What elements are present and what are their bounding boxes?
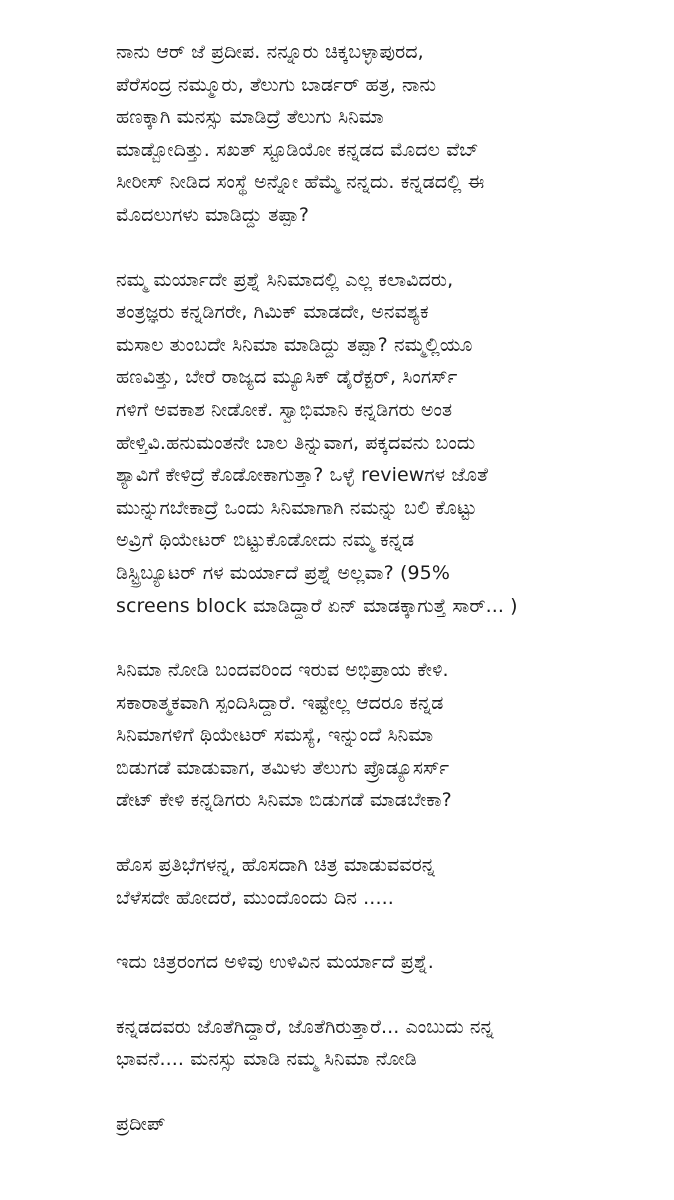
text-line: ಡೇಟ್ ಕೇಳಿ ಕನ್ನಡಿಗರು ಸಿನಿಮಾ ಬಿಡುಗಡೆ ಮಾಡಬೇಕಾ? (116, 789, 452, 812)
text-line: ಹಣವಿತ್ತು, ಬೇರೆ ರಾಜ್ಯದ ಮ್ಯೂಸಿಕ್ ಡೈರೆಕ್ಟರ್, ಸಿಂಗರ್ಸ್ (116, 366, 458, 389)
text-line: screens block ಮಾಡಿದ್ದಾರೆ ಏನ್ ಮಾಡಕ್ಕಾಗುತ್ತೆ ಸಾರ್... ) (116, 594, 518, 617)
text-line: ಸಿನಿಮಾ ನೋಡಿ ಬಂದವರಿಂದ ಇರುವ ಅಭಿಪ್ರಾಯ ಕೇಳಿ. (116, 659, 449, 682)
text-line: ಸಕಾರಾತ್ಮಕವಾಗಿ ಸ್ಪಂದಿಸಿದ್ದಾರೆ. ಇಷ್ಟೇಲ್ಲ ಆದರೂ ಕನ್ನಡ (116, 691, 444, 714)
text-line: ನಮ್ಮ ಮರ್ಯಾದೇ ಪ್ರಶ್ನೆ ಸಿನಿಮಾದಲ್ಲಿ ಎಲ್ಲ ಕಲಾವಿದರು, (116, 268, 454, 291)
text-line: ಹಣಕ್ಕಾಗಿ ಮನಸ್ಸು ಮಾಡಿದ್ರೆ ತೆಲುಗು ಸಿನಿಮಾ (116, 106, 384, 129)
text-line: ಹೇಳ್ತಿವಿ.ಹನುಮಂತನೇ ಬಾಲ ತಿನ್ನುವಾಗ, ಪಕ್ಕದವನು ಬಂದು (116, 431, 476, 454)
paragraph-audience (116, 654, 564, 817)
text-line: ಬೆಳೆಸದೇ ಹೋದರೆ, ಮುಂದೊಂದು ದಿನ ..... (116, 886, 394, 909)
text-line: ಅವ್ರಿಗೆ ಥಿಯೇಟರ್ ಬಿಟ್ಟುಕೊಡೋದು ನಮ್ಮ ಕನ್ನಡ (116, 529, 415, 552)
paragraph-intro (116, 36, 564, 232)
paragraph-appeal (116, 1011, 564, 1076)
paragraph-industry (116, 946, 564, 979)
text-line: ಡಿಸ್ಟ್ರಿಬ್ಯೂಟರ್ ಗಳ ಮರ್ಯಾದೆ ಪ್ರಶ್ನೆ ಅಲ್ಲವಾ? (95% (116, 561, 450, 584)
text-line: ಮುನ್ನುಗಬೇಕಾದ್ರೆ ಒಂದು ಸಿನಿಮಾಗಾಗಿ ನಮನ್ನು ಬಲಿ ಕೊಟ್ಟು (116, 496, 477, 519)
paragraph-new-talent (116, 849, 564, 914)
text-line: ಮಾಡ್ಬೋದಿತ್ತು. ಸಖತ್ ಸ್ಟೂಡಿಯೋ ಕನ್ನಡದ ಮೊದಲ ವೆಬ್ (116, 138, 479, 161)
text-line: ಬಿಡುಗಡೆ ಮಾಡುವಾಗ, ತಮಿಳು ತೆಲುಗು ಪ್ರೊಡ್ಯೂಸರ್ಸ್ (116, 756, 450, 779)
text-line: ಮಸಾಲ ತುಂಬದೇ ಸಿನಿಮಾ ಮಾಡಿದ್ದು ತಪ್ಪಾ? ನಮ್ಮಲ್ಲಿಯೂ (116, 333, 473, 356)
text-line: ಪೆರೆಸಂದ್ರ ನಮ್ಮೂರು, ತೆಲುಗು ಬಾರ್ಡರ್ ಹತ್ರ, ನಾನು (116, 73, 437, 96)
paragraph-pride (116, 264, 564, 623)
text-line: ತಂತ್ರಜ್ಞರು ಕನ್ನಡಿಗರೇ, ಗಿಮಿಕ್ ಮಾಡದೇ, ಅನವಶ್ಯಕ (116, 301, 429, 324)
text-line: ಸೀರೀಸ್ ನೀಡಿದ ಸಂಸ್ಥೆ ಅನ್ನೋ ಹೆಮ್ಮೆ ನನ್ನದು. ಕನ್ನಡದಲ್ಲಿ ಈ (116, 171, 485, 194)
signature (116, 1108, 564, 1141)
signature-name: ಪ್ರದೀಪ್ (116, 1113, 166, 1136)
text-line: ಕನ್ನಡದವರು ಜೊತೆಗಿದ್ದಾರೆ, ಜೊತೆಗಿರುತ್ತಾರೆ... ಎಂಬುದು ನನ್ನ (116, 1015, 494, 1038)
text-line: ಹೊಸ ಪ್ರತಿಭೆಗಳನ್ನ, ಹೊಸದಾಗಿ ಚಿತ್ರ ಮಾಡುವವರನ್ನ (116, 854, 436, 877)
text-line: ಭಾವನೆ.... ಮನಸ್ಸು ಮಾಡಿ ನಮ್ಮ ಸಿನಿಮಾ ನೋಡಿ (116, 1048, 417, 1071)
text-line: ಶ್ಯಾವಿಗೆ ಕೇಳಿದ್ರೆ ಕೊಡೋಕಾಗುತ್ತಾ? ಒಳ್ಳೆ reviewಗಳ ಜೊತೆ (116, 464, 489, 487)
text-line: ಮೊದಲುಗಳು ಮಾಡಿದ್ದು ತಪ್ಪಾ? (116, 203, 310, 226)
text-line: ಸಿನಿಮಾಗಳಿಗೆ ಥಿಯೇಟರ್ ಸಮಸ್ಯೆ, ಇನ್ನುಂದೆ ಸಿನಿಮಾ (116, 724, 434, 747)
text-line: ಗಳಿಗೆ ಅವಕಾಶ ನೀಡೋಕೆ. ಸ್ವಾಭಿಮಾನಿ ಕನ್ನಡಿಗರು ಅಂತ (116, 398, 453, 421)
text-line: ನಾನು ಆರ್ ಜೆ ಪ್ರದೀಪ. ನನ್ನೂರು ಚಿಕ್ಕಬಳ್ಳಾಪುರದ, (116, 41, 424, 63)
text-line: ಇದು ಚಿತ್ರರಂಗದ ಅಳಿವು ಉಳಿವಿನ ಮರ್ಯಾದೆ ಪ್ರಶ್ನೆ. (116, 951, 434, 974)
